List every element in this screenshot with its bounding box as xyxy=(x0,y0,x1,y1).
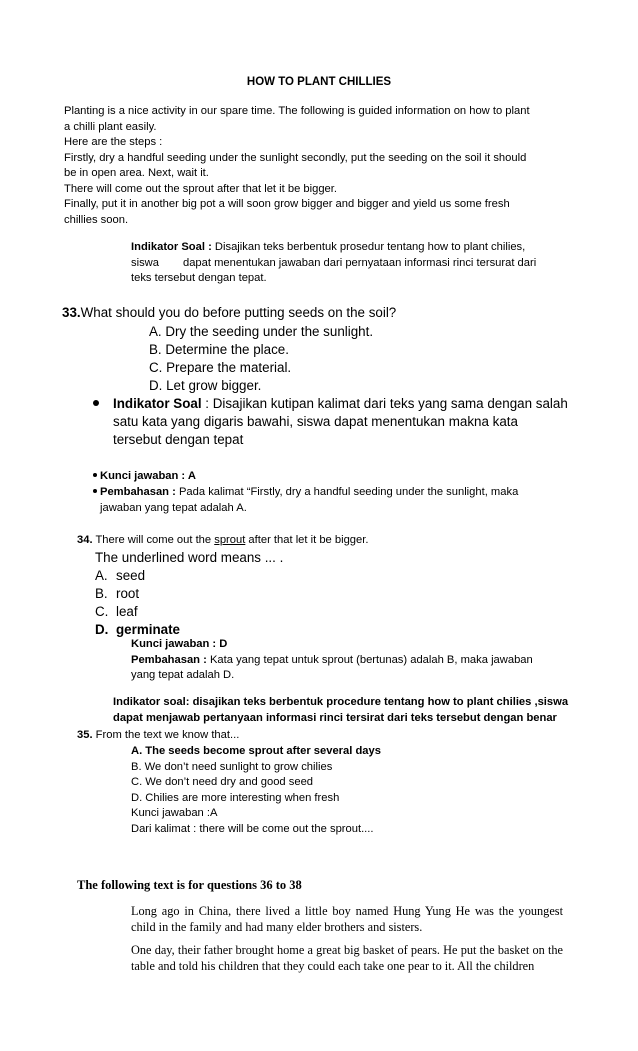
option-d: D. Chilies are more interesting when fresh xyxy=(131,791,340,804)
indikator-label: Indikator Soal xyxy=(113,396,202,411)
indikator-colon: : xyxy=(201,396,213,411)
question-33 xyxy=(62,304,602,322)
option-c xyxy=(95,603,180,621)
pembahasan-33 xyxy=(100,485,550,516)
option-letter: D. xyxy=(95,622,109,637)
pembahasan-text: Kata yang tepat untuk sprout (bertunas) adalah B, maka jawaban xyxy=(206,653,533,666)
option-a: A. The seeds become sprout after several days xyxy=(131,745,381,757)
indikator-text: Indikator soal: disajikan teks berbentuk procedure tentang how to plant chilies ,siswa xyxy=(113,696,569,708)
indikator-text: Disajikan kutipan kalimat dari teks yang sama dengan salah xyxy=(212,396,568,411)
option-text: seed xyxy=(116,568,146,583)
pembahasan-text: Pada kalimat “Firstly, dry a handful seeding under the sunlight, maka xyxy=(175,486,519,498)
option-letter: B. xyxy=(95,586,108,601)
story-line: child in the family and had many elder brothers and sisters. xyxy=(131,919,423,934)
story-paragraph xyxy=(131,904,563,935)
indikator-text: teks tersebut dengan tepat. xyxy=(131,272,267,284)
question-34-options xyxy=(95,567,180,639)
indikator-text: dapat menjawab pertanyaan informasi rinci tersirat dari teks tersebut dengan benar xyxy=(113,711,557,724)
indikator-label: Indikator Soal : xyxy=(131,241,212,253)
question-number: 34. xyxy=(77,534,93,546)
intro-line: There will come out the sprout after that let it be bigger. xyxy=(64,182,337,195)
story-paragraph xyxy=(131,943,563,974)
indikator-text: Disajikan teks berbentuk prosedur tentang how to plant chilies, xyxy=(211,241,526,253)
intro-line: Firstly, dry a handful seeding under the sunlight secondly, put the seeding on the soil it should xyxy=(64,151,527,164)
dari-kalimat: Dari kalimat : there will be come out the sprout.... xyxy=(131,822,374,835)
kunci-text: Kunci jawaban : D xyxy=(131,638,228,650)
bullet-icon xyxy=(92,472,98,478)
indikator-soal-1 xyxy=(131,240,571,287)
question-number: 33. xyxy=(62,305,81,320)
option-b: B. We don’t need sunlight to grow chilies xyxy=(131,760,333,773)
option-d: D. Let grow bigger. xyxy=(149,378,262,393)
indikator-text: dapat menentukan jawaban dari pernyataan informasi rinci tersurat dari xyxy=(182,256,537,269)
pembahasan-label: Pembahasan : xyxy=(131,653,207,666)
intro-line: Finally, put it in another big pot a will soon grow bigger and bigger and yield us some fresh xyxy=(64,198,510,210)
question-text: after that let it be bigger. xyxy=(245,534,369,546)
story-line: the table and told his children that they could each take one pear to it. All the children xyxy=(131,943,563,973)
bullet-icon xyxy=(92,488,98,494)
pembahasan-label: Pembahasan : xyxy=(100,486,176,498)
option-a xyxy=(95,567,180,585)
option-letter: C. xyxy=(95,604,109,619)
question-number: 35. xyxy=(77,729,93,741)
question-text: There will come out the xyxy=(92,534,215,546)
intro-line: Here are the steps : xyxy=(64,136,163,148)
question-text: From the text we know that... xyxy=(92,729,240,741)
option-text: root xyxy=(116,586,140,601)
option-b xyxy=(95,585,180,603)
indikator-text: siswa xyxy=(131,256,159,269)
question-35-options xyxy=(131,744,571,837)
question-text: What should you do before putting seeds on the soil? xyxy=(80,305,397,320)
intro-line: a chilli plant easily. xyxy=(64,120,157,133)
question-35 xyxy=(77,728,239,744)
intro-line: be in open area. Next, wait it. xyxy=(64,167,209,179)
bullet-icon xyxy=(92,399,100,407)
option-text: leaf xyxy=(116,604,138,619)
document-title: HOW TO PLANT CHILLIES xyxy=(246,76,392,88)
option-c: C. Prepare the material. xyxy=(149,360,292,375)
option-a: A. Dry the seeding under the sunlight. xyxy=(149,324,374,339)
question-34 xyxy=(77,533,368,549)
option-letter: A. xyxy=(95,568,108,583)
story-heading: The following text is for questions 36 to 38 xyxy=(77,878,302,892)
indikator-soal-2 xyxy=(113,395,573,449)
option-c: C. We don’t need dry and good seed xyxy=(131,776,314,788)
pembahasan-text: jawaban yang tepat adalah A. xyxy=(100,501,247,514)
indikator-soal-3 xyxy=(113,695,583,726)
story-text xyxy=(131,904,563,982)
intro-line: chillies soon. xyxy=(64,213,129,226)
kunci-jawaban-35: Kunci jawaban :A xyxy=(131,807,218,819)
indikator-text: tersebut dengan tepat xyxy=(113,432,244,447)
kunci-jawaban-33: Kunci jawaban : A xyxy=(100,470,196,482)
question-34-prompt: The underlined word means ... . xyxy=(95,550,284,565)
intro-text xyxy=(64,104,574,228)
option-text: germinate xyxy=(116,622,180,637)
story-line: One day, their father brought home a great big basket of pears. He put the basket on xyxy=(131,943,545,957)
question-33-options xyxy=(149,323,373,395)
intro-line: Planting is a nice activity in our spare time. The following is guided information on how to plant xyxy=(64,105,530,117)
option-b: B. Determine the place. xyxy=(149,342,289,357)
story-line: Long ago in China, there lived a little boy named Hung Yung He was the youngest xyxy=(131,904,563,918)
indikator-text: satu kata yang digaris bawahi, siswa dapat menentukan makna kata xyxy=(113,414,518,429)
underlined-word: sprout xyxy=(214,534,246,546)
pembahasan-text: yang tepat adalah D. xyxy=(131,669,235,681)
kunci-jawaban-34 xyxy=(131,637,571,684)
